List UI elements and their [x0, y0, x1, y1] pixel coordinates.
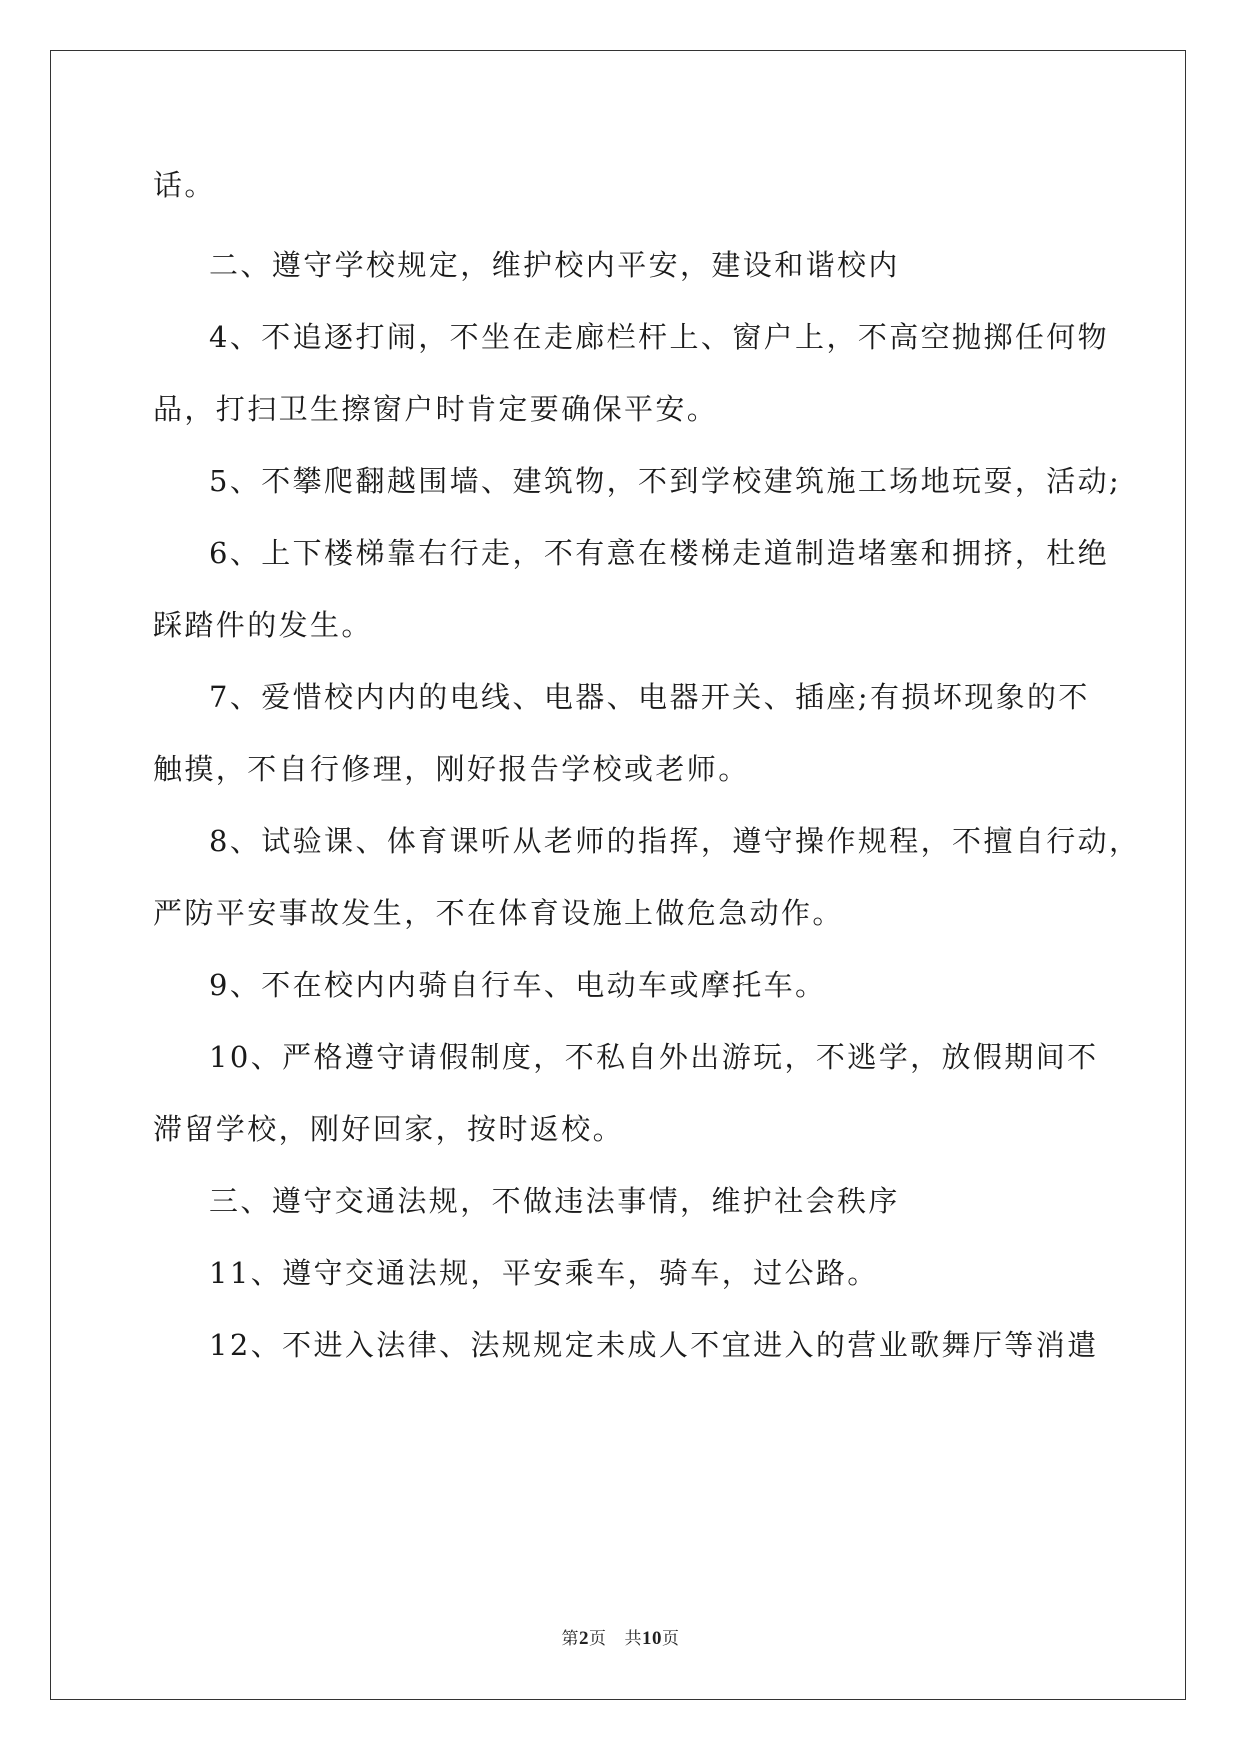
paragraph-line: 10、严格遵守请假制度，不私自外出游玩，不逃学，放假期间不	[209, 1040, 1099, 1074]
page-footer	[0, 1624, 1241, 1650]
paragraph-line: 踩踏件的发生。	[153, 608, 373, 642]
paragraph-line: 话。	[153, 168, 216, 202]
total-prefix: 共	[624, 1629, 642, 1649]
section-heading: 三、遵守交通法规，不做违法事情，维护社会秩序	[209, 1184, 900, 1218]
paragraph-line: 触摸，不自行修理，刚好报告学校或老师。	[153, 752, 750, 786]
paragraph-line: 8、试验课、体育课听从老师的指挥，遵守操作规程，不擅自行动，	[209, 824, 1141, 858]
paragraph-line: 11、遵守交通法规，平安乘车，骑车，过公路。	[209, 1256, 879, 1290]
page-prefix: 第	[561, 1629, 579, 1649]
section-heading: 二、遵守学校规定，维护校内平安，建设和谐校内	[209, 248, 900, 282]
paragraph-line: 9、不在校内内骑自行车、电动车或摩托车。	[209, 968, 827, 1002]
paragraph-line: 5、不攀爬翻越围墙、建筑物，不到学校建筑施工场地玩耍，活动;	[209, 464, 1122, 498]
paragraph-line: 品，打扫卫生擦窗户时肯定要确保平安。	[153, 392, 719, 426]
paragraph-line: 6、上下楼梯靠右行走，不有意在楼梯走道制造堵塞和拥挤，杜绝	[209, 536, 1110, 570]
page-border	[50, 50, 1186, 1700]
paragraph-line: 严防平安事故发生，不在体育设施上做危急动作。	[153, 896, 844, 930]
paragraph-line: 7、爱惜校内内的电线、电器、电器开关、插座;有损坏现象的不	[209, 680, 1090, 714]
paragraph-line: 4、不追逐打闹，不坐在走廊栏杆上、窗户上，不高空抛掷任何物	[209, 320, 1110, 354]
total-page-number: 10	[642, 1628, 662, 1649]
paragraph-line: 12、不进入法律、法规规定未成人不宜进入的营业歌舞厅等消遣	[209, 1328, 1099, 1362]
page-suffix: 页	[589, 1629, 607, 1649]
total-suffix: 页	[662, 1629, 680, 1649]
current-page-number: 2	[579, 1628, 589, 1649]
paragraph-line: 滞留学校，刚好回家，按时返校。	[153, 1112, 625, 1146]
